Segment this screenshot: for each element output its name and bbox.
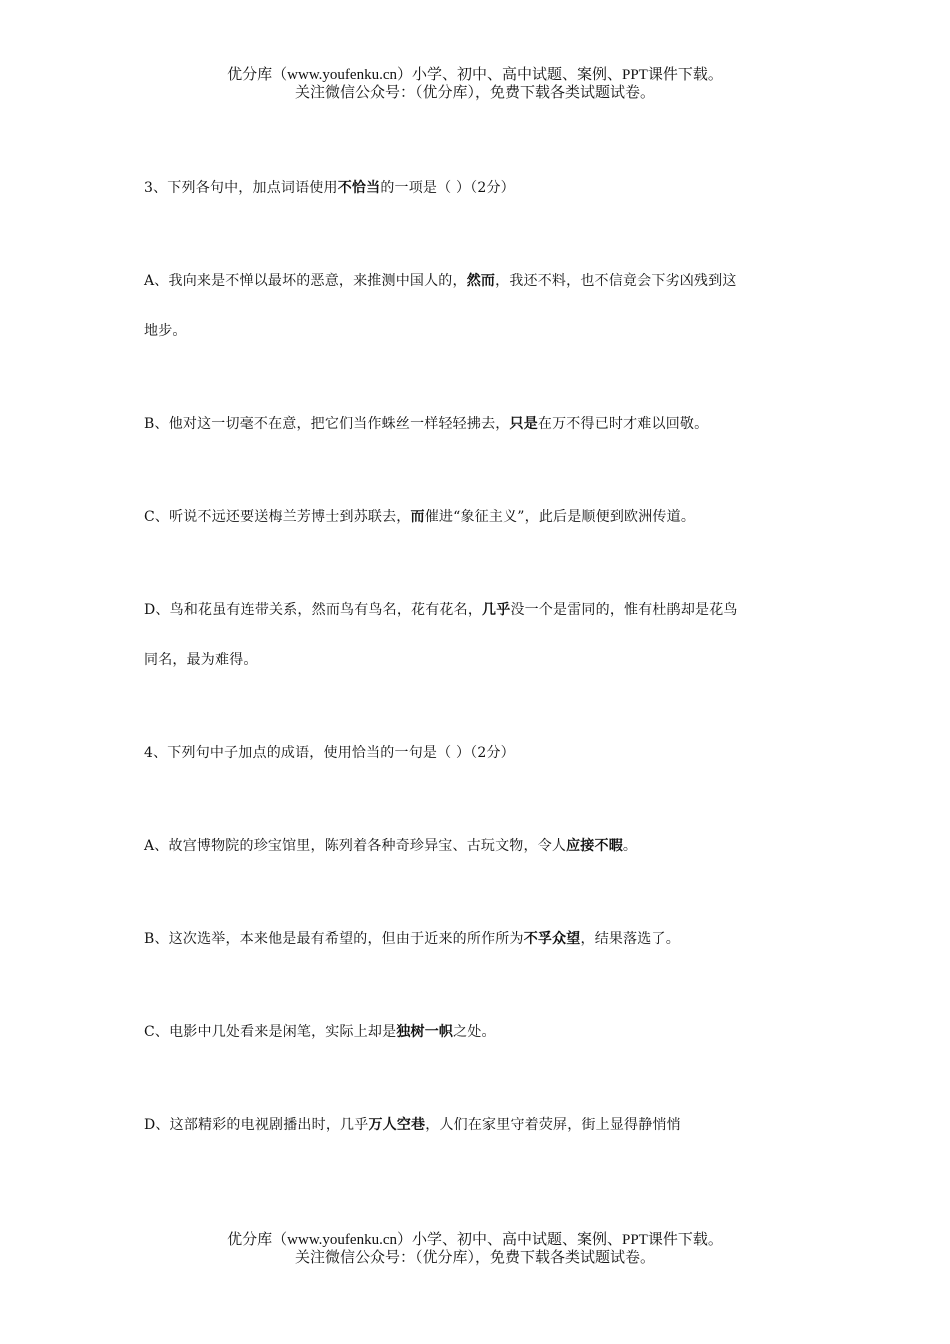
question-4-option-b: B、这次选举，本来他是最有希望的，但由于近来的所作所为不孚众望，结果落选了。	[144, 931, 680, 947]
emphasis-text: 万人空巷	[368, 1117, 426, 1133]
question-3-option-b: B、他对这一切毫不在意，把它们当作蛛丝一样轻轻拂去，只是在万不得已时才难以回敬。	[144, 416, 709, 432]
page-footer	[0, 1231, 950, 1267]
emphasis-text: 应接不暇	[566, 838, 623, 854]
emphasis-text: 然而	[466, 273, 496, 289]
header-line-1: 优分库（www.youfenku.cn）小学、初中、高中试题、案例、PPT课件下载。	[227, 67, 723, 83]
question-3-option-c: C、听说不远还要送梅兰芳博士到苏联去，而催进“象征主义”，此后是顺便到欧洲传道。	[144, 509, 696, 525]
emphasis-text: 不孚众望	[523, 931, 581, 947]
question-4-option-a: A、故宫博物院的珍宝馆里，陈列着各种奇珍异宝、古玩文物，令人应接不暇。	[144, 838, 638, 854]
emphasis-text: 只是	[509, 416, 538, 432]
page-header	[0, 66, 950, 102]
question-3-stem: 3、下列各句中，加点词语使用不恰当的一项是（ ）（2分）	[144, 180, 515, 196]
emphasis-text: 不恰当	[337, 180, 381, 196]
question-4-stem: 4、下列句中子加点的成语，使用恰当的一句是（ ）（2分）	[144, 745, 515, 761]
question-4-option-d: D、这部精彩的电视剧播出时，几乎万人空巷，人们在家里守着荧屏，街上显得静悄悄	[144, 1117, 681, 1133]
question-3-option-d: D、鸟和花虽有连带关系，然而鸟有鸟名，花有花名，几乎没一个是雷同的，惟有杜鹃却是花鸟	[144, 602, 738, 618]
emphasis-text: 几乎	[482, 602, 511, 618]
question-3-option-d-continued: 同名，最为难得。	[144, 652, 258, 668]
emphasis-text: 而	[410, 509, 425, 525]
footer-line-1: 优分库（www.youfenku.cn）小学、初中、高中试题、案例、PPT课件下载。	[227, 1232, 723, 1248]
header-line-2: 关注微信公众号：（优分库），免费下载各类试题试卷。	[294, 85, 655, 101]
footer-line-2: 关注微信公众号：（优分库），免费下载各类试题试卷。	[294, 1250, 655, 1266]
emphasis-text: 独树一帜	[396, 1024, 454, 1040]
question-4-option-c: C、电影中几处看来是闲笔，实际上却是独树一帜之处。	[144, 1024, 496, 1040]
question-3-option-a-continued: 地步。	[144, 323, 187, 339]
question-3-option-a: A、我向来是不惮以最坏的恶意，来推测中国人的，然而，我还不料，也不信竟会下劣凶残到这	[144, 273, 737, 289]
